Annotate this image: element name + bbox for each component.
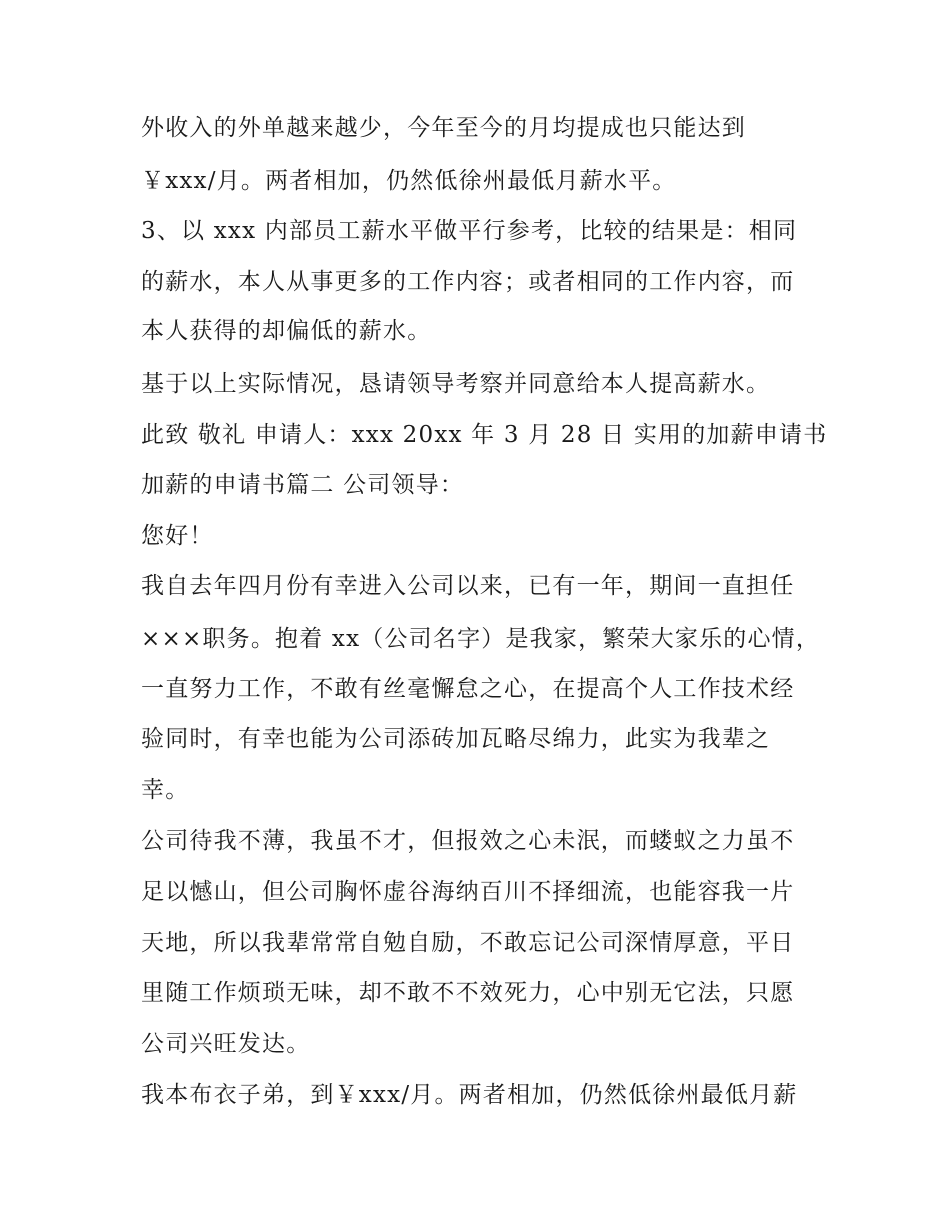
text-line: 加薪的申请书篇二 公司领导：	[141, 472, 465, 498]
text-line: 天地，所以我辈常常自勉自励，不敢忘记公司深情厚意，平日	[141, 930, 795, 956]
text-line: 您好！	[141, 523, 214, 549]
text-line: 验同时，有幸也能为公司添砖加瓦略尽绵力，此实为我辈之	[141, 726, 771, 752]
text-line: 本人获得的却偏低的薪水。	[141, 318, 432, 344]
text-line: 公司兴旺发达。	[141, 1031, 311, 1057]
text-line: 3、以 xxx 内部员工薪水平做平行参考，比较的结果是：相同	[141, 218, 798, 244]
text-line: 外收入的外单越来越少，今年至今的月均提成也只能达到	[141, 115, 746, 141]
text-line: 幸。	[141, 777, 190, 803]
text-line: 一直努力工作，不敢有丝毫懈怠之心，在提高个人工作技术经	[141, 676, 795, 702]
text-line: 的薪水，本人从事更多的工作内容；或者相同的工作内容，而	[141, 269, 795, 295]
text-line: 我自去年四月份有幸进入公司以来，已有一年，期间一直担任	[141, 573, 795, 599]
text-line: 基于以上实际情况，恳请领导考察并同意给本人提高薪水。	[141, 371, 771, 397]
text-line: ￥xxx/月。两者相加，仍然低徐州最低月薪水平。	[141, 168, 677, 194]
text-line: 我本布衣子弟，到￥xxx/月。两者相加，仍然低徐州最低月薪	[141, 1082, 798, 1108]
text-line: 里随工作烦琐无味，却不敢不不效死力，心中别无它法，只愿	[141, 980, 795, 1006]
text-line: 足以憾山，但公司胸怀虚谷海纳百川不择细流，也能容我一片	[141, 879, 795, 905]
text-line: ×××职务。抱着 xx（公司名字）是我家，繁荣大家乐的心情，	[141, 626, 821, 652]
text-line: 此致 敬礼 申请人：xxx 20xx 年 3 月 28 日 实用的加薪申请书	[141, 422, 828, 448]
text-line: 公司待我不薄，我虽不才，但报效之心未泯，而蝼蚁之力虽不	[141, 828, 795, 854]
